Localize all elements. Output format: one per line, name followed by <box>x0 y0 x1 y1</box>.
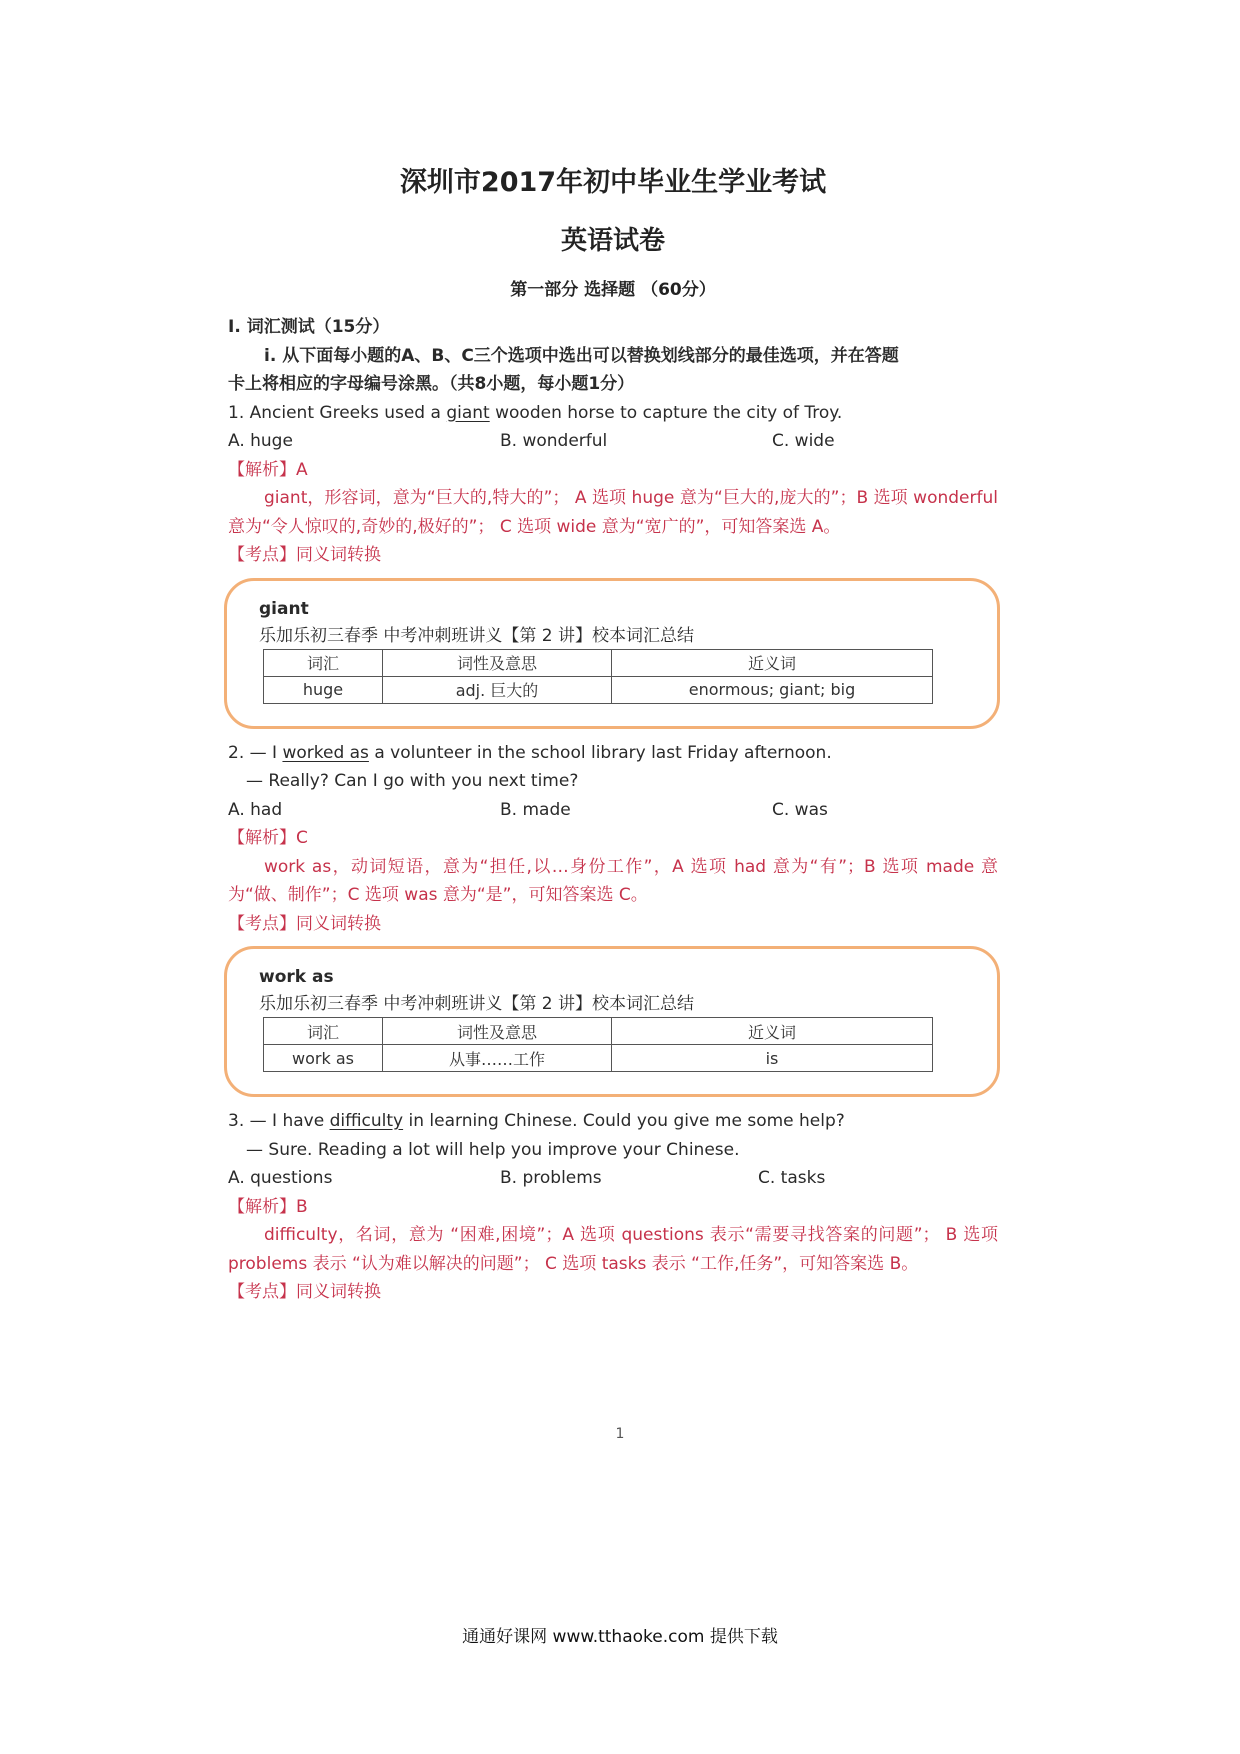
q1-option-c: C. wide <box>772 431 835 451</box>
q3-options <box>228 1164 998 1193</box>
q2-point: 【考点】同义词转换 <box>228 913 381 934</box>
table-header-cell: 词性及意思 <box>383 1018 612 1045</box>
page-number: 1 <box>615 1426 625 1442</box>
card1-table <box>263 649 933 704</box>
part-heading: 第一部分 选择题 （60分） <box>510 280 716 300</box>
q3-point: 【考点】同义词转换 <box>228 1282 381 1302</box>
table-header-row <box>264 649 933 676</box>
q3-option-c: C. tasks <box>758 1168 826 1188</box>
q2-option-b: B. made <box>500 799 571 820</box>
q3-underlined: difficulty <box>329 1111 404 1131</box>
instruction-line-2: 卡上将相应的字母编号涂黑。（共8小题，每小题1分） <box>228 374 635 394</box>
card1-source: 乐加乐初三春季 中考冲刺班讲义【第 2 讲】校本词汇总结 <box>259 625 695 646</box>
q1-analysis: giant，形容词，意为“巨大的,特大的”； A 选项 huge 意为“巨大的,庞大的”；B 选项 wonderful 意为“令人惊叹的,奇妙的,极好的”； C 选项 wide 意为“宽广的”，可知答案选 A。 <box>228 488 998 537</box>
question-1 <box>228 399 998 428</box>
table-cell: huge <box>264 676 383 703</box>
q3-option-a: A. questions <box>228 1168 333 1188</box>
vocab-card-work-as <box>224 946 1000 1097</box>
q2-options <box>228 796 998 825</box>
page-title: 深圳市2017年初中毕业生学业考试 <box>399 167 827 198</box>
download-footer: 通通好课网 www.tthaoke.com 提供下载 <box>462 1627 778 1647</box>
page-content <box>228 155 998 1307</box>
table-cell: is <box>612 1045 933 1072</box>
q1-underlined: giant <box>446 402 490 423</box>
table-header-cell: 词汇 <box>264 1018 383 1045</box>
q3-pre: 3. — I have <box>228 1111 330 1131</box>
q2-option-c: C. was <box>772 799 828 820</box>
q1-option-a: A. huge <box>228 431 293 451</box>
card2-source: 乐加乐初三春季 中考冲刺班讲义【第 2 讲】校本词汇总结 <box>259 994 695 1014</box>
q1-post: wooden horse to capture the city of Troy. <box>489 402 843 423</box>
q3-answer: 【解析】B <box>228 1196 308 1217</box>
table-header-cell: 近义词 <box>612 649 933 676</box>
section-heading: I. 词汇测试（15分） <box>228 317 390 337</box>
q1-point: 【考点】同义词转换 <box>228 545 381 565</box>
q2-post: a volunteer in the school library last Friday afternoon. <box>368 742 832 763</box>
page-subtitle: 英语试卷 <box>560 226 665 256</box>
table-header-cell: 词汇 <box>264 649 383 676</box>
q3-post: in learning Chinese. Could you give me some help? <box>403 1111 845 1131</box>
q2-answer: 【解析】C <box>228 828 308 848</box>
table-cell: 从事……工作 <box>383 1045 612 1072</box>
q3-analysis: difficulty，名词，意为 “困难,困境”；A 选项 questions 表示“需要寻找答案的问题”； B 选项 problems 表示 “认为难以解决的问题”； C 选项 tasks 表示 “工作,任务”，可知答案选 B。 <box>228 1225 998 1274</box>
table-header-row <box>264 1018 933 1045</box>
table-cell: work as <box>264 1045 383 1072</box>
card2-table <box>263 1017 933 1072</box>
table-header-cell: 近义词 <box>612 1018 933 1045</box>
q3-line-2: — Sure. Reading a lot will help you improve your Chinese. <box>246 1139 740 1160</box>
q2-analysis: work as，动词短语，意为“担任,以…身份工作”，A 选项 had 意为“有”；B 选项 made 意为“做、制作”；C 选项 was 意为“是”，可知答案选 C。 <box>228 856 998 905</box>
question-2 <box>228 739 998 768</box>
table-header-cell: 词性及意思 <box>383 649 612 676</box>
q2-pre: 2. — I <box>228 742 283 763</box>
card2-word: work as <box>259 967 334 987</box>
q1-option-b: B. wonderful <box>500 431 608 451</box>
q2-underlined: worked as <box>282 742 369 763</box>
table-cell: enormous; giant; big <box>612 676 933 703</box>
q2-option-a: A. had <box>228 799 283 820</box>
q3-option-b: B. problems <box>500 1168 602 1188</box>
q1-options <box>228 427 998 456</box>
vocab-card-giant <box>224 578 1000 729</box>
card1-word: giant <box>259 598 309 619</box>
table-row <box>264 1045 933 1072</box>
q1-answer: 【解析】A <box>228 459 308 480</box>
question-3 <box>228 1107 998 1136</box>
table-cell: adj. 巨大的 <box>383 676 612 703</box>
q1-pre: 1. Ancient Greeks used a <box>228 402 447 423</box>
table-row <box>264 676 933 703</box>
instruction-line-1: i. 从下面每小题的A、B、C三个选项中选出可以替换划线部分的最佳选项，并在答题 <box>264 345 899 366</box>
q2-line-2: — Really? Can I go with you next time? <box>246 771 579 791</box>
